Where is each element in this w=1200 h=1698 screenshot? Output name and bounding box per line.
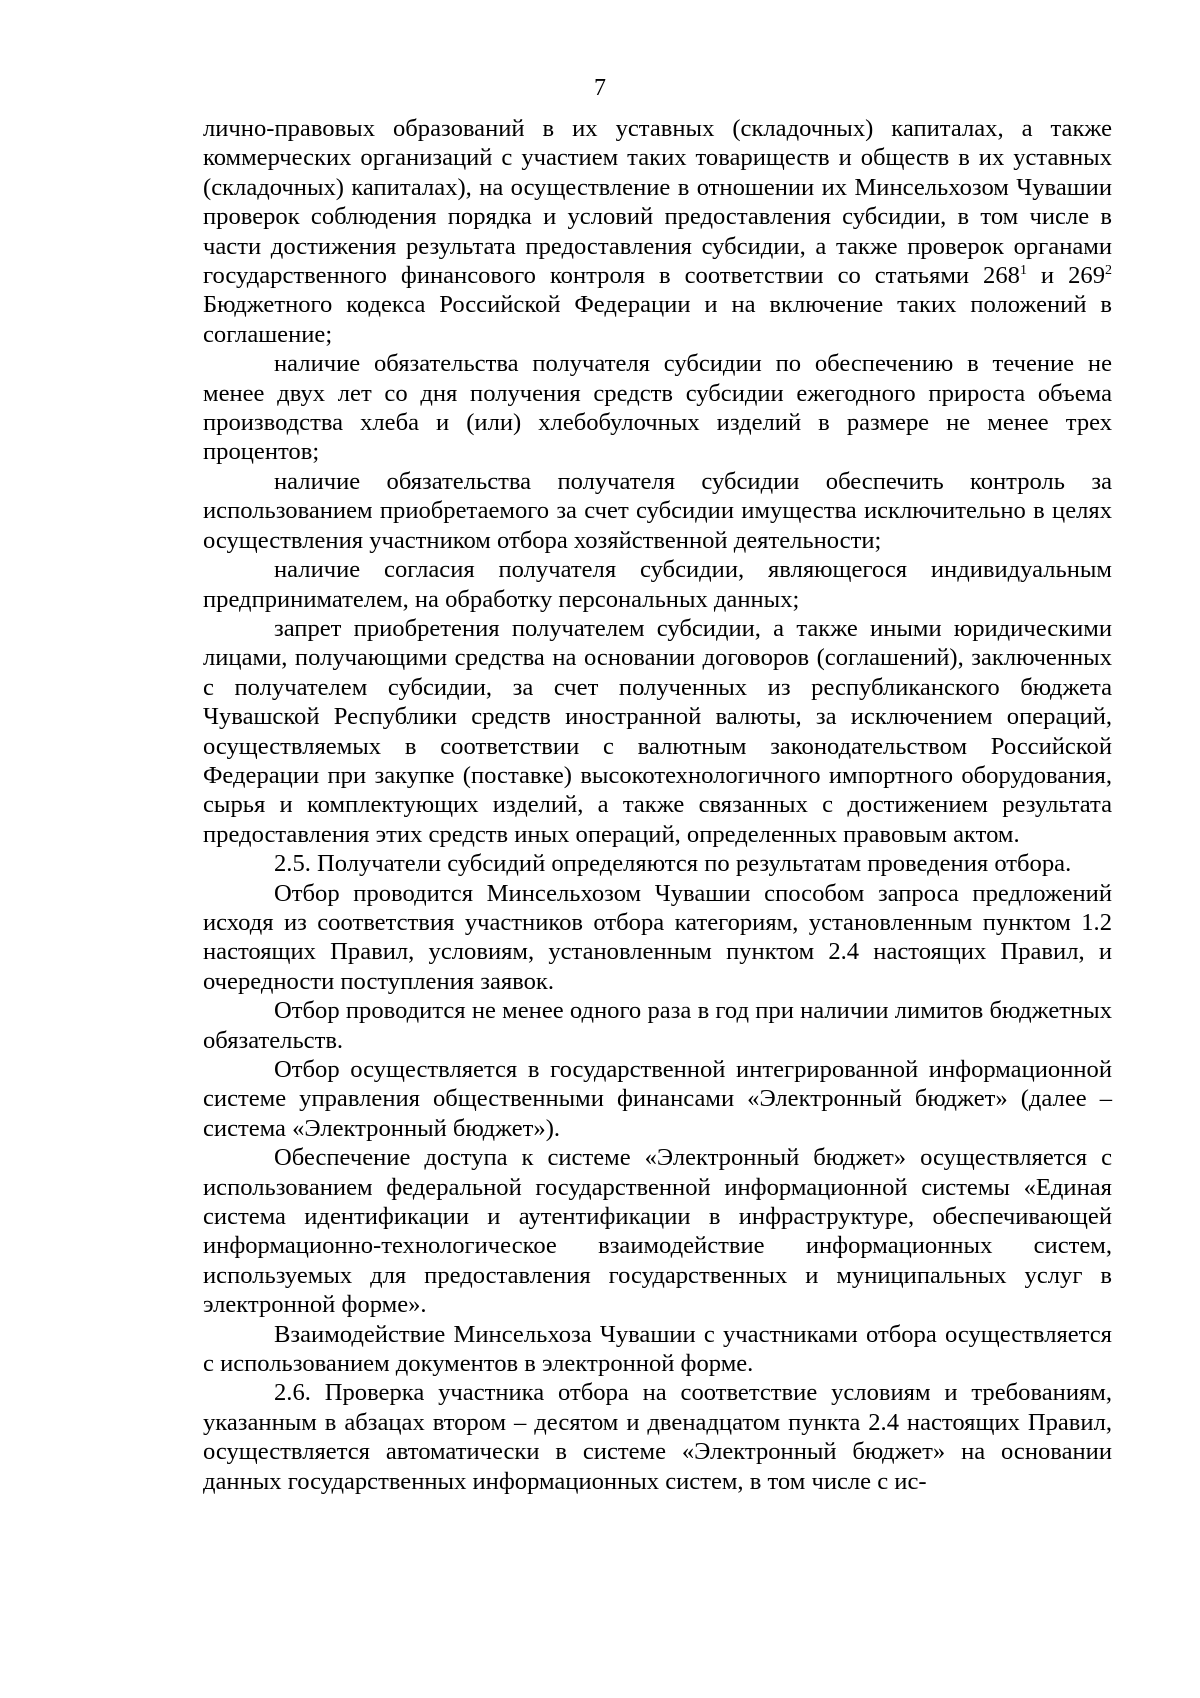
paragraph bbox=[203, 879, 1112, 997]
text-segment: лично-правовых образований в их уставных (складочных) капиталах, а также коммерческих организаций с участием таких товариществ и обществ в их уставных (складочных) капиталах), на осуществление в отношении их Минсельхозом Чувашии проверок соблюдения порядка и условий предоставления субсидии, в том числе в части достижения результата предоставления субсидии, а также проверок органами государственного финансового контроля в соответствии со статьями 268 bbox=[203, 115, 1112, 290]
text-segment: Бюджетного кодекса Российской Федерации и на включение таких положений в соглашение; bbox=[203, 291, 1112, 348]
text-segment: Отбор проводится не менее одного раза в год при наличии лимитов бюджетных обязательств. bbox=[203, 997, 1112, 1054]
superscript: 2 bbox=[1105, 262, 1112, 278]
paragraph bbox=[203, 349, 1112, 467]
paragraph bbox=[203, 1143, 1112, 1319]
text-segment: наличие обязательства получателя субсидии по обеспечению в течение не менее двух лет со дня получения средств субсидии ежегодного прироста объема производства хлеба и (или) хлебобулочных изделий в размере не менее трех процентов; bbox=[203, 350, 1112, 466]
body-text bbox=[203, 114, 1112, 1496]
paragraph bbox=[203, 1055, 1112, 1143]
page-number: 7 bbox=[594, 75, 606, 101]
paragraph bbox=[203, 114, 1112, 349]
text-segment: 2.6. Проверка участника отбора на соответствие условиям и требованиям, указанным в абзацах втором – десятом и двенадцатом пункта 2.4 настоящих Правил, осуществляется автоматически в системе «Электронный бюджет» на основании данных государственных информационных систем, в том числе с ис- bbox=[203, 1379, 1112, 1495]
text-segment: наличие обязательства получателя субсидии обеспечить контроль за использованием приобретаемого за счет субсидии имущества исключительно в целях осуществления участником отбора хозяйственной деятельности; bbox=[203, 467, 1112, 554]
text-segment: и 269 bbox=[1026, 262, 1105, 290]
paragraph bbox=[203, 467, 1112, 555]
paragraph bbox=[203, 1320, 1112, 1379]
superscript: 1 bbox=[1019, 262, 1027, 278]
text-segment: Отбор проводится Минсельхозом Чувашии способом запроса предложений исходя из соответствия участников отбора категориям, установленным пунктом 1.2 настоящих Правил, условиям, установленным пунктом 2.4 настоящих Правил, и очередности поступления заявок. bbox=[203, 879, 1112, 995]
paragraph bbox=[203, 849, 1112, 878]
paragraph bbox=[203, 996, 1112, 1055]
text-segment: Обеспечение доступа к системе «Электронный бюджет» осуществляется с использованием федеральной государственной информационной системы «Единая система идентификации и аутентификации в инфраструктуре, обеспечивающей информационно-технологическое взаимодействие информационных систем, используемых для предоставления государственных и муниципальных услуг в электронной форме». bbox=[203, 1144, 1112, 1319]
paragraph bbox=[203, 555, 1112, 614]
text-segment: наличие согласия получателя субсидии, являющегося индивидуальным предпринимателем, на обработку персональных данных; bbox=[203, 556, 1112, 613]
paragraph bbox=[203, 614, 1112, 849]
paragraph bbox=[203, 1378, 1112, 1496]
text-segment: Взаимодействие Минсельхоза Чувашии с участниками отбора осуществляется с использованием документов в электронной форме. bbox=[203, 1320, 1112, 1378]
text-segment: Отбор осуществляется в государственной интегрированной информационной системе управления общественными финансами «Электронный бюджет» (далее – система «Электронный бюджет»). bbox=[203, 1056, 1112, 1142]
text-segment: 2.5. Получатели субсидий определяются по результатам проведения отбора. bbox=[274, 850, 1072, 878]
text-segment: запрет приобретения получателем субсидии, а также иными юридическими лицами, получающими средства на основании договоров (соглашений), заключенных с получателем субсидии, за счет полученных из республиканского бюджета Чувашской Республики средств иностранной валюты, за исключением операций, осуществляемых в соответствии с валютным законодательством Российской Федерации при закупке (поставке) высокотехнологичного импортного оборудования, сырья и комплектующих изделий, а также связанных с достижением результата предоставления этих средств иных операций, определенных правовым актом. bbox=[203, 614, 1112, 848]
